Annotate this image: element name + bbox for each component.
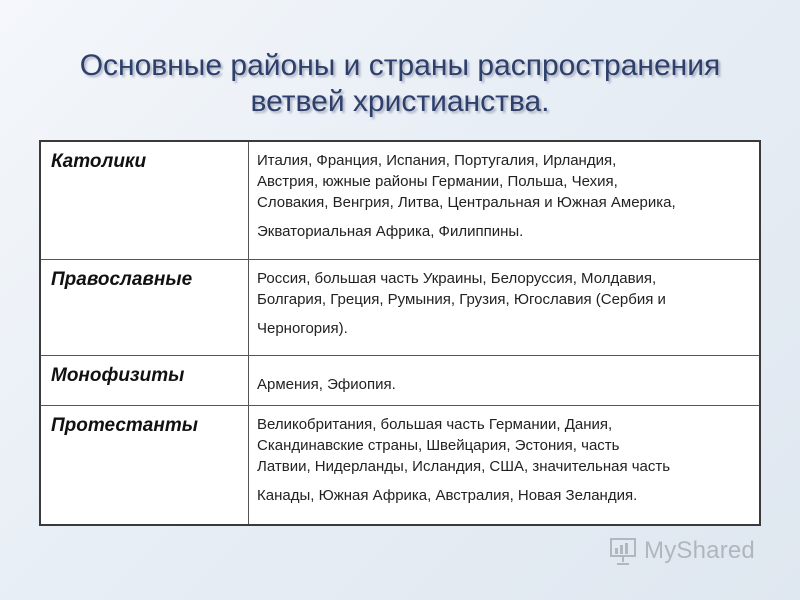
countries-text xyxy=(249,260,759,345)
countries-cell xyxy=(249,259,760,355)
table-row xyxy=(41,405,759,524)
countries-line: Армения, Эфиопия. xyxy=(257,375,396,393)
countries-line: Канады, Южная Африка, Австралия, Новая Зеландия. xyxy=(257,486,638,504)
countries-line: Австрия, южные районы Германии, Польша, Чехия, xyxy=(257,173,618,190)
branches-table-grid xyxy=(41,142,759,524)
countries-cell xyxy=(249,142,760,259)
countries-line: Россия, большая часть Украины, Белоруссия, Молдавия, xyxy=(257,269,657,287)
watermark-logo xyxy=(608,536,755,566)
countries-text xyxy=(249,406,759,512)
countries-text xyxy=(249,356,759,401)
countries-cell xyxy=(249,405,760,524)
countries-cell xyxy=(249,355,760,405)
countries-line: Великобритания, большая часть Германии, Дания, xyxy=(257,415,613,433)
branch-name-catholics: Католики xyxy=(51,151,147,172)
branch-cell xyxy=(41,142,249,259)
christianity-branches-table xyxy=(39,140,761,526)
branch-cell xyxy=(41,355,249,405)
slide-title xyxy=(40,48,760,120)
countries-line: Италия, Франция, Испания, Португалия, Ирландия, xyxy=(257,152,617,169)
branch-name-orthodox: Православные xyxy=(51,268,193,290)
countries-line: Черногория). xyxy=(257,319,348,337)
presentation-board-icon xyxy=(608,536,638,566)
countries-line: Болгария, Греция, Румыния, Грузия, Югославия (Сербия и xyxy=(257,290,666,308)
countries-line: Скандинавские страны, Швейцария, Эстония, часть xyxy=(257,436,620,454)
table-row xyxy=(41,355,759,405)
watermark-text: MyShared xyxy=(644,537,755,564)
branch-cell xyxy=(41,405,249,524)
countries-text xyxy=(249,142,759,248)
branch-name-monophysites: Монофизиты xyxy=(51,364,185,386)
table-row xyxy=(41,259,759,355)
table-row xyxy=(41,142,759,259)
branch-cell xyxy=(41,259,249,355)
countries-line: Латвии, Нидерланды, Исландия, США, значительная часть xyxy=(257,457,671,475)
branch-name-protestants: Протестанты xyxy=(51,414,198,436)
slide-title-line-1: Основные районы и страны распространения xyxy=(79,49,721,82)
slide-title-line-2: ветвей христианства. xyxy=(250,85,550,118)
countries-line: Экваториальная Африка, Филиппины. xyxy=(257,223,524,240)
countries-line: Словакия, Венгрия, Литва, Центральная и Южная Америка, xyxy=(257,194,676,211)
